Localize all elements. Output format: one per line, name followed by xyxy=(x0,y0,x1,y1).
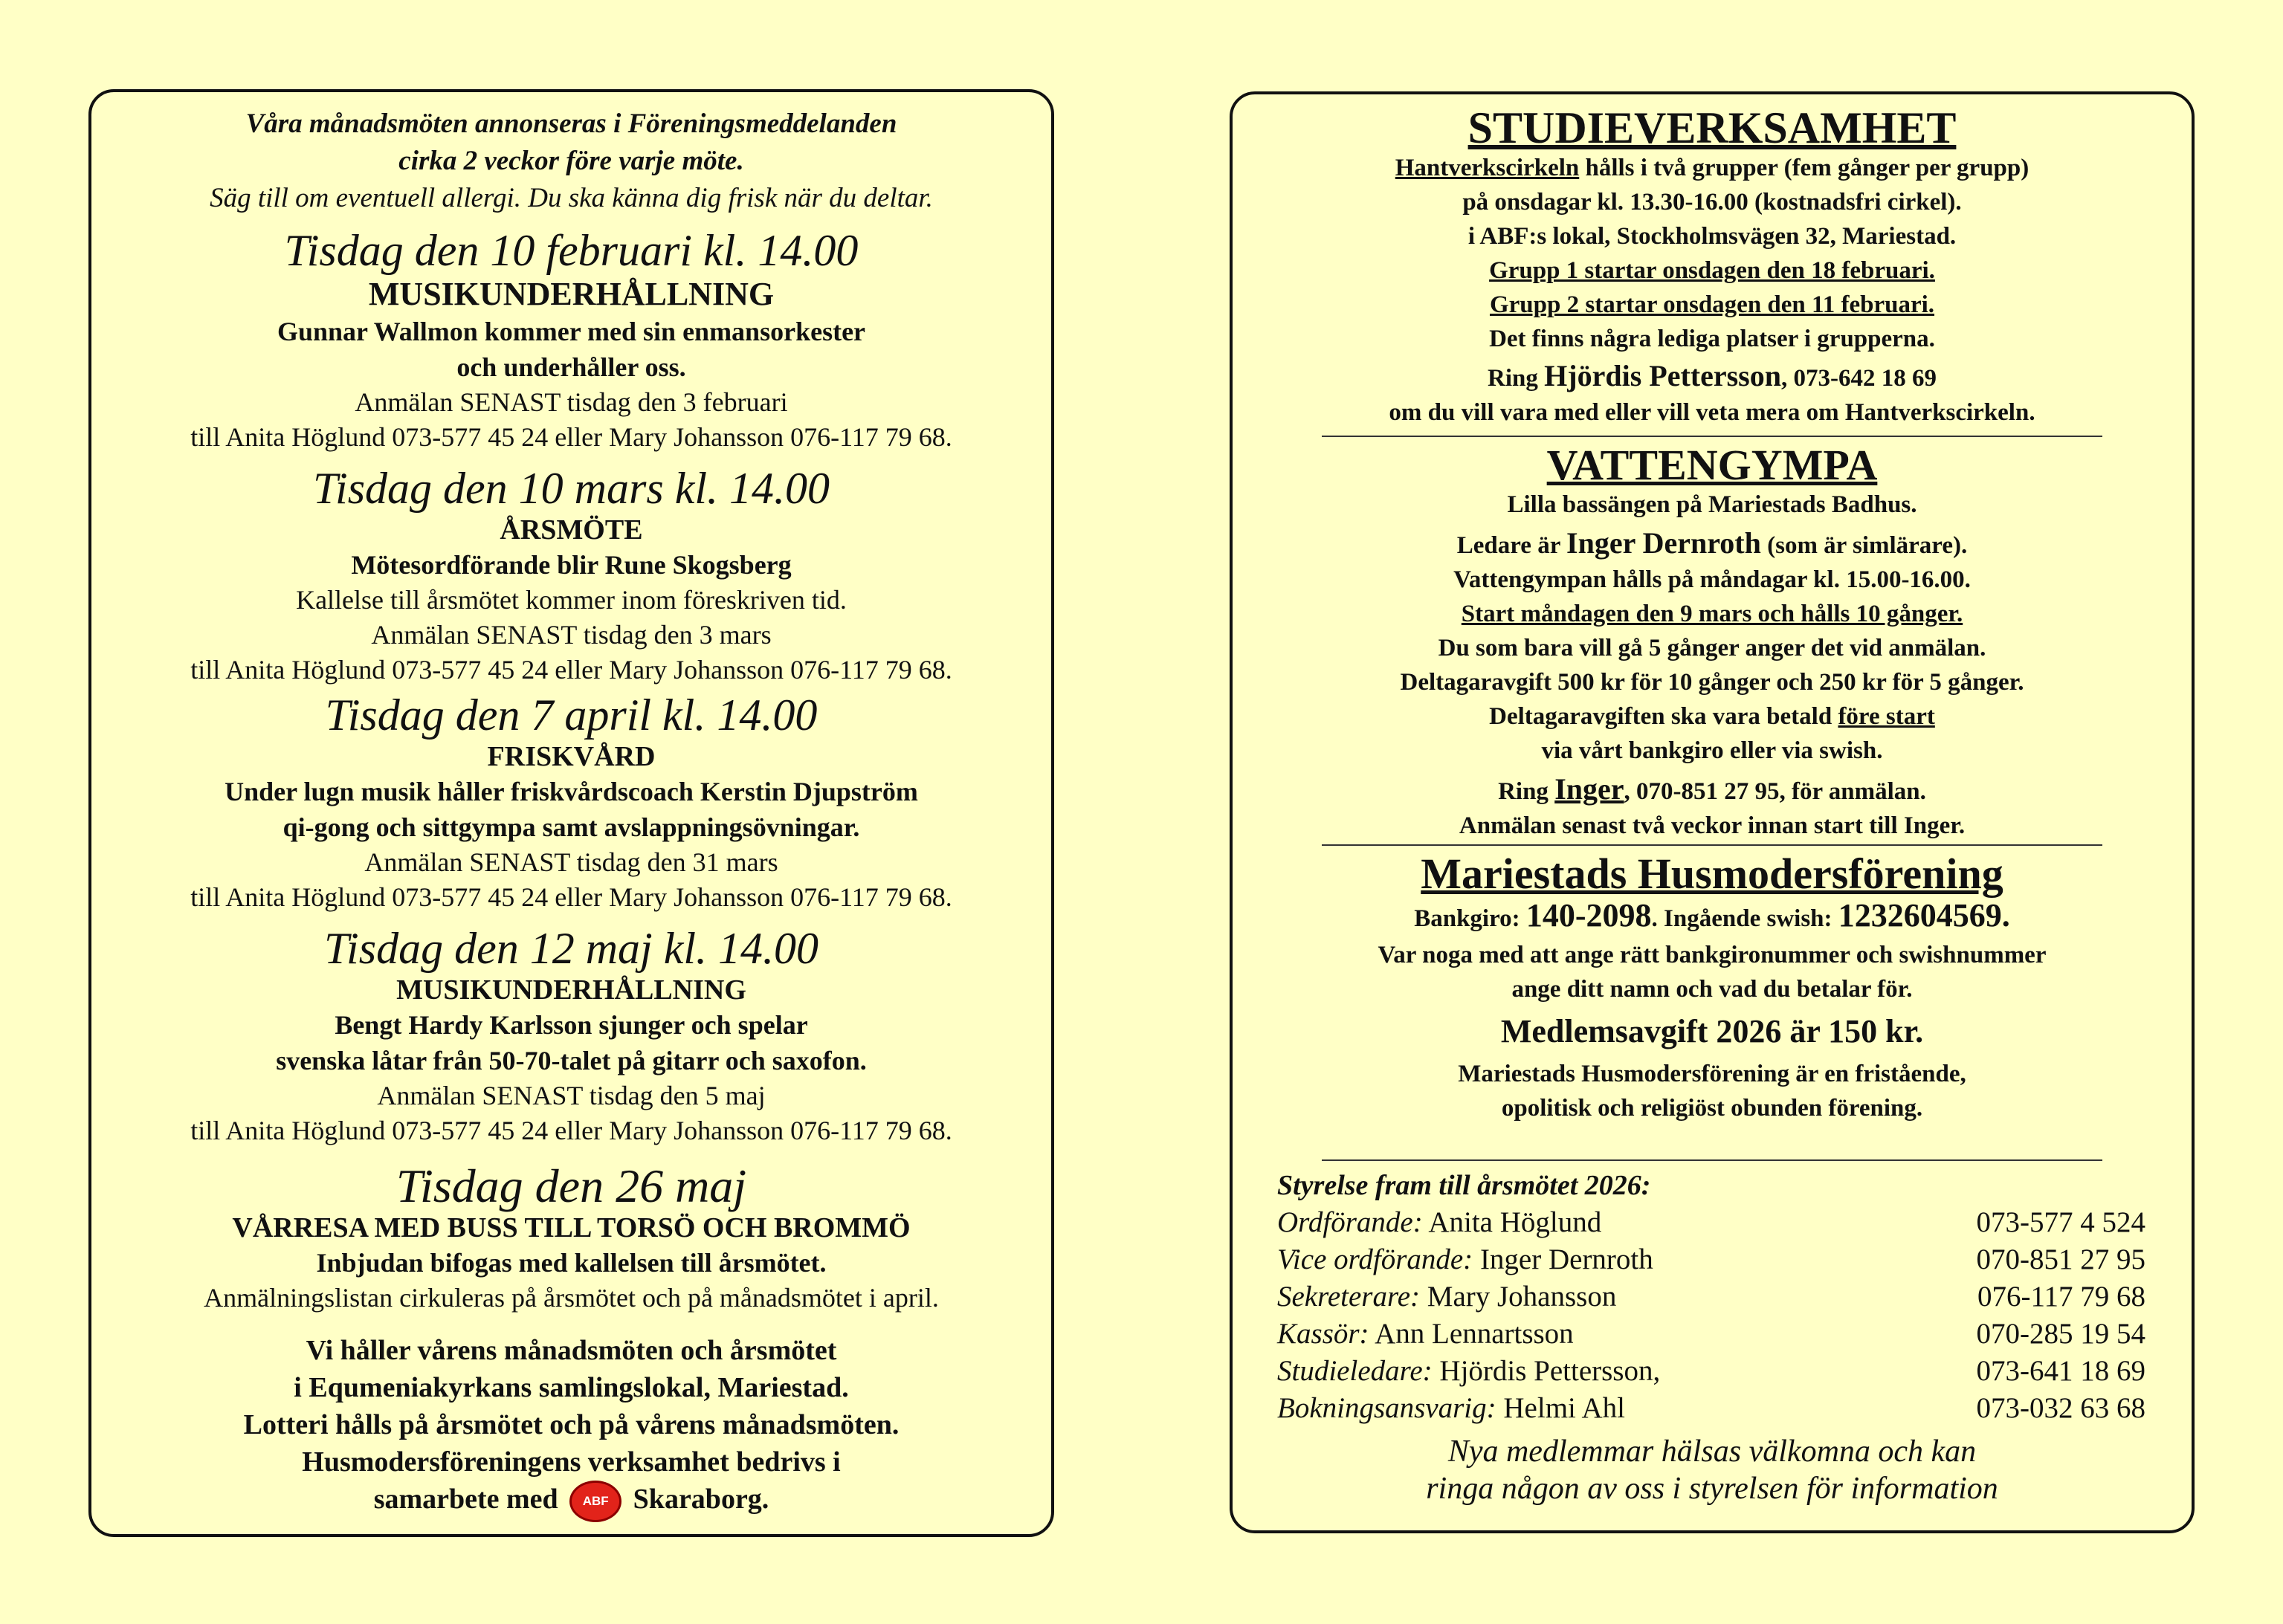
event-description: Gunnar Wallmon kommer med sin enmansorkester xyxy=(277,317,866,346)
aqua-line: Lilla bassängen på Mariestads Badhus. xyxy=(1507,491,1917,518)
event-title: VÅRRESA MED BUSS TILL TORSÖ OCH BROMMÖ xyxy=(232,1212,911,1243)
event-description: Mötesordförande blir Rune Skogsberg xyxy=(351,550,792,580)
intro-line: cirka 2 veckor före varje möte. xyxy=(398,146,744,176)
study-contact xyxy=(1233,359,2192,395)
member-phone: 073-577 4 524 xyxy=(1976,1206,2145,1238)
event-signup: Anmälningslistan cirkuleras på årsmötet och på månadsmötet i april. xyxy=(204,1283,939,1313)
member-role: Ordförande: xyxy=(1277,1206,1423,1238)
aqua-text: Deltagaravgiften ska vara betald xyxy=(1489,703,1838,730)
event-date: Tisdag den 12 maj kl. 14.00 xyxy=(323,924,818,973)
study-line: på onsdagar kl. 13.30-16.00 (kostnadsfri cirkel). xyxy=(1462,189,1962,216)
swish-label: . Ingående swish: xyxy=(1651,905,1838,932)
member-phone: 073-032 63 68 xyxy=(1976,1392,2145,1424)
aqua-contact xyxy=(1233,772,2192,809)
aqua-text: före start xyxy=(1838,703,1935,730)
payment-note: Var noga med att ange rätt bankgironummer och swishnummer xyxy=(1378,942,2047,968)
association-description: Mariestads Husmodersförening är en fristående, xyxy=(1458,1061,1966,1087)
member-phone: 070-851 27 95 xyxy=(1976,1243,2145,1275)
event-date: Tisdag den 10 mars kl. 14.00 xyxy=(312,464,830,513)
event-signup: Anmälan SENAST tisdag den 5 maj xyxy=(377,1081,766,1110)
study-line: i ABF:s lokal, Stockholmsvägen 32, Mariestad. xyxy=(1467,223,1957,250)
event-date: Tisdag den 26 maj xyxy=(395,1159,747,1212)
member-role: Vice ordförande: xyxy=(1277,1243,1473,1275)
event-signup: Anmälan SENAST tisdag den 3 mars xyxy=(371,620,772,650)
meetings-panel xyxy=(88,89,1054,1537)
event-description: och underhåller oss. xyxy=(456,352,686,382)
bankgiro-label: Bankgiro: xyxy=(1414,905,1526,932)
board-member xyxy=(1277,1316,2145,1353)
member-name: Helmi Ahl xyxy=(1496,1392,1625,1424)
board-heading: Styrelse fram till årsmötet 2026: xyxy=(1277,1170,1651,1201)
member-name: Mary Johansson xyxy=(1420,1281,1617,1313)
bankgiro-number: 140-2098 xyxy=(1525,897,1652,934)
aqua-text: Ledare är xyxy=(1456,532,1567,559)
event-signup: till Anita Höglund 073-577 45 24 eller Mary Johansson 076-117 79 68. xyxy=(190,882,952,912)
venue-footer xyxy=(91,1332,1051,1522)
footer-line: Vi håller vårens månadsmöten och årsmötet xyxy=(306,1335,837,1366)
section-divider xyxy=(1322,436,2102,437)
association-heading: Mariestads Husmodersförening xyxy=(1421,850,2003,898)
member-name: Inger Dernroth xyxy=(1473,1243,1653,1275)
aqua-heading: VATTENGYMPA xyxy=(1546,441,1878,489)
footer-text: Skaraborg. xyxy=(633,1484,769,1515)
event-description: qi-gong och sittgympa samt avslappningsövningar. xyxy=(282,812,860,842)
aqua-start: Start måndagen den 9 mars och hålls 10 gånger. xyxy=(1461,601,1963,627)
aqua-line: Deltagaravgift 500 kr för 10 gånger och 250 kr för 5 gånger. xyxy=(1400,669,2024,696)
study-heading: STUDIEVERKSAMHET xyxy=(1467,103,1957,152)
study-text: Ring xyxy=(1488,365,1545,392)
aqua-leader xyxy=(1233,526,2192,563)
event-signup: till Anita Höglund 073-577 45 24 eller Mary Johansson 076-117 79 68. xyxy=(190,1116,952,1145)
board-member xyxy=(1277,1204,2145,1241)
member-name: Hjördis Pettersson, xyxy=(1432,1355,1661,1387)
aqua-line: Du som bara vill gå 5 gånger anger det vid anmälan. xyxy=(1438,635,1986,661)
aqua-text: (som är simlärare). xyxy=(1760,532,1968,559)
group-2-start: Grupp 2 startar onsdagen den 11 februari. xyxy=(1489,291,1935,318)
leader-name: Inger Dernroth xyxy=(1566,526,1761,560)
board-list xyxy=(1233,1167,2192,1427)
board-member xyxy=(1277,1241,2145,1278)
aqua-line: via vårt bankgiro eller via swish. xyxy=(1541,737,1883,764)
contact-name: Inger xyxy=(1554,772,1624,806)
study-line: Det finns några lediga platser i grupperna. xyxy=(1489,326,1935,352)
intro-line: Säg till om eventuell allergi. Du ska känna dig frisk när du deltar. xyxy=(210,183,933,213)
payment-note: ange ditt namn och vad du betalar för. xyxy=(1511,976,1913,1003)
swish-number: 1232604569 xyxy=(1838,897,2002,934)
footer-line: Husmodersföreningens verksamhet bedrivs i xyxy=(302,1446,841,1478)
member-role: Bokningsansvarig: xyxy=(1277,1392,1496,1424)
section-divider xyxy=(1322,844,2102,846)
association-description: opolitisk och religiöst obunden förening. xyxy=(1501,1095,1923,1122)
study-line xyxy=(1233,151,2192,185)
event-signup: till Anita Höglund 073-577 45 24 eller Mary Johansson 076-117 79 68. xyxy=(190,422,952,452)
event-signup: till Anita Höglund 073-577 45 24 eller Mary Johansson 076-117 79 68. xyxy=(190,655,952,685)
board-member xyxy=(1277,1353,2145,1390)
member-phone: 070-285 19 54 xyxy=(1976,1318,2145,1350)
study-line: om du vill vara med eller vill veta mera om Hantverkscirkeln. xyxy=(1389,399,2035,426)
contact-phone: , 073-642 18 69 xyxy=(1780,365,1937,392)
intro-line: Våra månadsmöten annonseras i Föreningsmeddelanden xyxy=(245,109,897,139)
event-description: Bengt Hardy Karlsson sjunger och spelar xyxy=(335,1010,808,1040)
footer-line xyxy=(91,1481,1051,1522)
footer-line: Lotteri hålls på årsmötet och på vårens månadsmöten. xyxy=(243,1409,900,1440)
member-name: Ann Lennartsson xyxy=(1369,1318,1574,1350)
member-role: Sekreterare: xyxy=(1277,1281,1421,1313)
event-signup: Anmälan SENAST tisdag den 3 februari xyxy=(355,387,788,417)
event-date: Tisdag den 7 april kl. 14.00 xyxy=(325,690,818,740)
board-member xyxy=(1277,1278,2145,1316)
aqua-line: Anmälan senast två veckor innan start till Inger. xyxy=(1459,812,1966,839)
group-1-start: Grupp 1 startar onsdagen den 18 februari. xyxy=(1489,257,1935,284)
aqua-text: Ring xyxy=(1498,778,1555,805)
contact-name: Hjördis Pettersson xyxy=(1544,359,1781,392)
event-description: Under lugn musik håller friskvårdscoach Kerstin Djupström xyxy=(225,777,918,806)
event-date: Tisdag den 10 februari kl. 14.00 xyxy=(284,226,859,275)
aqua-text: , 070-851 27 95, för anmälan. xyxy=(1624,778,1926,805)
board-member xyxy=(1277,1390,2145,1427)
welcome-line: Nya medlemmar hälsas välkomna och kan xyxy=(1447,1434,1977,1469)
event-signup: Anmälan SENAST tisdag den 31 mars xyxy=(364,847,778,877)
member-role: Studieledare: xyxy=(1277,1355,1433,1387)
event-title: FRISKVÅRD xyxy=(487,741,656,772)
section-divider xyxy=(1322,1159,2102,1161)
footer-text: samarbete med xyxy=(373,1484,558,1515)
aqua-line xyxy=(1233,699,2192,734)
footer-line: i Equmeniakyrkans samlingslokal, Mariestad. xyxy=(294,1372,849,1403)
event-title: MUSIKUNDERHÅLLNING xyxy=(368,276,775,312)
info-panel xyxy=(1230,91,2195,1533)
member-phone: 076-117 79 68 xyxy=(1977,1281,2145,1313)
membership-fee: Medlemsavgift 2026 är 150 kr. xyxy=(1500,1013,1924,1049)
payment-info xyxy=(1233,896,2192,938)
abf-logo: ABF xyxy=(569,1481,621,1522)
event-signup: Kallelse till årsmötet kommer inom föreskriven tid. xyxy=(296,585,847,615)
event-title: MUSIKUNDERHÅLLNING xyxy=(396,974,746,1006)
welcome-line: ringa någon av oss i styrelsen för information xyxy=(1426,1472,1998,1506)
member-phone: 073-641 18 69 xyxy=(1976,1355,2145,1387)
event-description: svenska låtar från 50-70-talet på gitarr och saxofon. xyxy=(276,1046,867,1075)
swish-end: . xyxy=(2001,897,2010,934)
event-description: Inbjudan bifogas med kallelsen till årsmötet. xyxy=(316,1248,827,1278)
member-role: Kassör: xyxy=(1277,1318,1369,1350)
circle-link[interactable]: Hantverkscirkeln xyxy=(1395,155,1580,181)
study-text: hålls i två grupper (fem gånger per grupp) xyxy=(1579,155,2029,181)
member-name: Anita Höglund xyxy=(1422,1206,1602,1238)
event-title: ÅRSMÖTE xyxy=(500,514,643,546)
aqua-line: Vattengympan hålls på måndagar kl. 15.00-16.00. xyxy=(1453,566,1971,593)
